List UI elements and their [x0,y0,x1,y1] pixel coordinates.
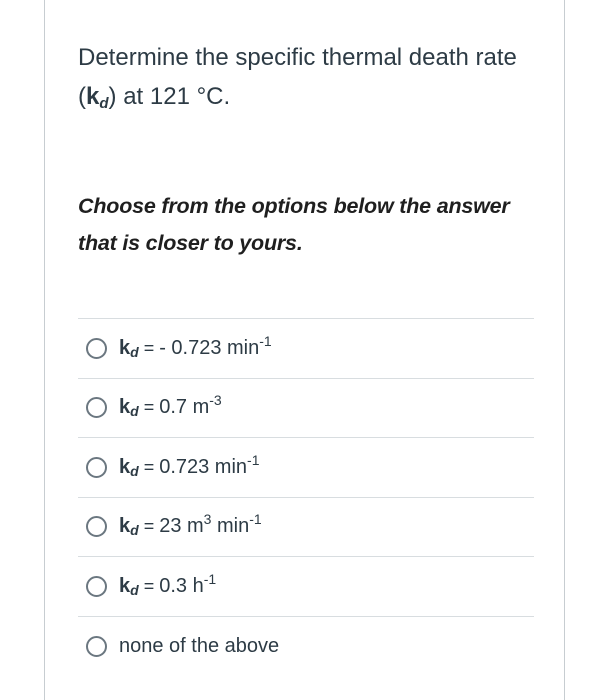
radio-button[interactable] [86,636,107,657]
answer-label: $k_d$ = 23 $m^3$ $\min^{-1}$ [119,511,262,539]
answer-option-3[interactable] [78,438,534,498]
question-panel [44,0,565,700]
answer-option-2[interactable] [78,379,534,439]
radio-button[interactable] [86,516,107,537]
answer-option-4[interactable] [78,498,534,558]
answer-label: $k_d$ = - 0.723 $\min^{-1}$ [119,332,272,360]
answer-label: $k_d$ = 0.7 $m^{-3}$ [119,392,222,420]
radio-button[interactable] [86,576,107,597]
answer-option-1[interactable] [78,319,534,379]
answer-label: $k_d$ = 0.3 $h^{-1}$ [119,570,217,598]
radio-button[interactable] [86,457,107,478]
radio-button[interactable] [86,338,107,359]
radio-button[interactable] [86,397,107,418]
answer-label: $k_d$ = 0.723 $\min^{-1}$ [119,451,260,479]
question-text [78,38,548,116]
kd-symbol: $k_d$ [86,83,109,112]
answer-option-6[interactable] [78,617,534,677]
instruction-text: Choose from the options below the answer that is closer to yours. [78,194,510,255]
question-text-end: ) at 121 °C. [108,83,231,110]
answer-label: none of the above [119,634,280,657]
answer-option-5[interactable] [78,557,534,617]
answer-list [78,318,534,676]
question-text-start: Determine the specific thermal death rate ( [78,44,517,110]
